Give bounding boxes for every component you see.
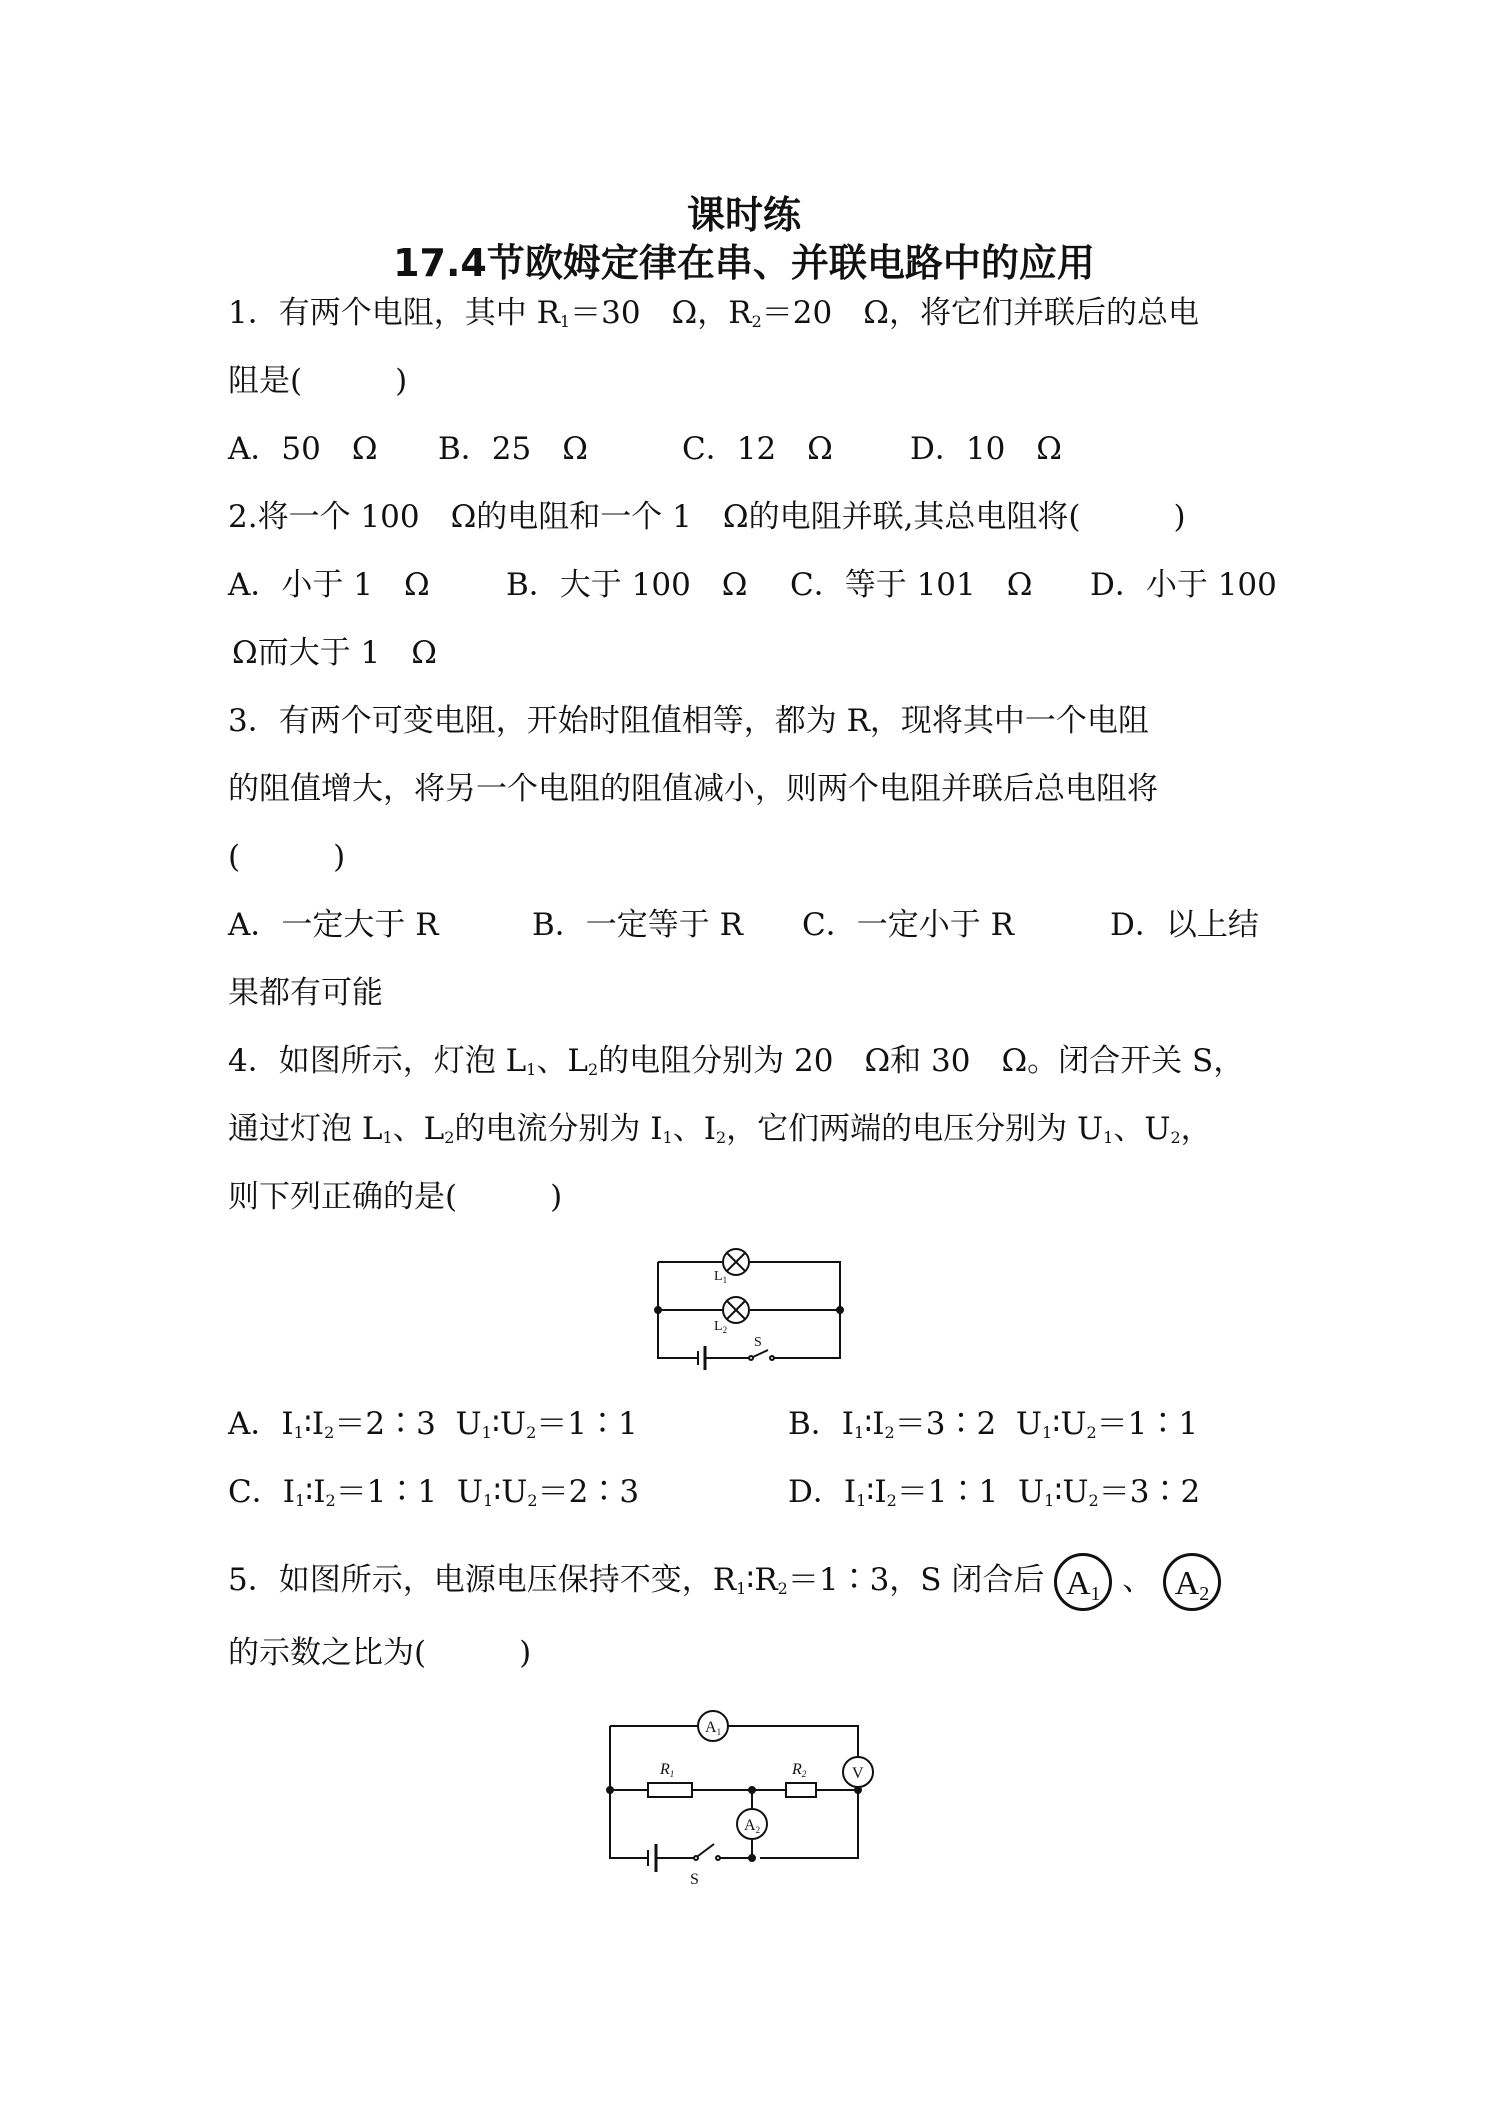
q4-option-a — [228, 1404, 638, 1453]
q3-line2: 的阻值增大，将另一个电阻的阻值减小，则两个电阻并联后总电阻将 — [228, 771, 1158, 807]
q4-d-colon1: ∶ — [866, 1474, 875, 1510]
q4-a-s1: 1 — [293, 1423, 304, 1442]
q4-l2-s5: 1 — [1103, 1128, 1114, 1147]
q4-d-s1: 1 — [856, 1491, 867, 1510]
q4-b-colon2: ∶ — [1052, 1406, 1061, 1442]
q4-l2-s3: 1 — [662, 1128, 673, 1147]
switch-symbol — [749, 1350, 774, 1360]
junction-2 — [749, 1787, 755, 1793]
label-s: S — [754, 1335, 762, 1350]
q4-a-colon2: ∶ — [491, 1406, 500, 1442]
q4-d-ru: ＝3∶2 — [1098, 1474, 1201, 1510]
q4-line1 — [228, 1041, 1244, 1090]
page-subtitle: 17.4节欧姆定律在串、并联电路中的应用 — [393, 241, 1095, 285]
q4-a-ri: ＝2∶3 — [334, 1406, 436, 1442]
ammeter-a2-icon — [1163, 1553, 1221, 1611]
q4-option-c — [228, 1472, 639, 1521]
resistor-r2 — [786, 1783, 816, 1797]
q3-option-a: A．一定大于 R — [228, 907, 439, 943]
q3-line5: 果都有可能 — [228, 975, 383, 1011]
a2-sub: 2 — [1199, 1582, 1210, 1605]
q4-b-s2: 2 — [884, 1423, 895, 1442]
q5-l1-s1: 1 — [736, 1579, 747, 1598]
q1-sub-1: 1 — [559, 312, 571, 331]
q4-a-u: U — [455, 1406, 482, 1442]
q5-l1-b: ∶R — [746, 1562, 778, 1598]
page-title: 课时练 — [686, 193, 801, 237]
junction-right — [837, 1307, 843, 1313]
label-a1: A1 — [705, 1719, 722, 1737]
junction-left — [655, 1307, 661, 1313]
q1-option-d: D．10 Ω — [910, 431, 1063, 467]
q4-l1-sub2: 2 — [587, 1060, 599, 1079]
q2-option-d: D．小于 100 — [1090, 567, 1277, 603]
q4-c-u: U — [456, 1474, 483, 1510]
q4-line3: 则下列正确的是( ) — [228, 1179, 563, 1215]
label-l2: $L_2$ — [714, 1319, 728, 1335]
q5-sep: 、 — [1122, 1562, 1154, 1598]
q3-option-b: B．一定等于 R — [532, 907, 743, 943]
q4-d-u2: U — [1062, 1474, 1089, 1510]
q4-c-u2: U — [501, 1474, 528, 1510]
q2-option-a: A．小于 1 Ω — [228, 567, 430, 603]
q1-option-b: B．25 Ω — [438, 431, 588, 467]
a1-letter: A — [1065, 1564, 1091, 1602]
q4-d-u: U — [1017, 1474, 1045, 1510]
q4-l2-d: 、I — [672, 1111, 716, 1147]
q2-line1: 2.将一个 100 Ω的电阻和一个 1 Ω的电阻并联,其总电阻将( ) — [228, 499, 1186, 535]
label-s: S — [690, 1871, 699, 1888]
q4-l1-a: 4．如图所示，灯泡 L — [228, 1043, 527, 1079]
label-v: V — [852, 1765, 864, 1782]
q4-b-ru: ＝1∶1 — [1096, 1406, 1199, 1442]
q4-c-s3: 1 — [483, 1491, 494, 1510]
q4-l2-s1: 1 — [382, 1128, 393, 1147]
q4-d-ri: ＝1∶1 — [896, 1474, 999, 1510]
q4-b-i: I — [841, 1406, 855, 1442]
q4-c-s1: 1 — [294, 1491, 306, 1510]
q4-l2-e: ，它们两端的电压分别为 U — [726, 1111, 1104, 1147]
q4-b-s4: 2 — [1086, 1423, 1097, 1442]
q4-a-i: I — [281, 1406, 294, 1442]
q4-c-s2: 2 — [325, 1491, 336, 1510]
q3-option-c: C．一定小于 R — [802, 907, 1014, 943]
lamp-l1 — [723, 1249, 749, 1275]
q4-c-colon2: ∶ — [493, 1474, 502, 1510]
q4-d-i2: I — [874, 1474, 887, 1510]
q4-l2-b: 、L — [392, 1111, 445, 1147]
q4-l2-a: 通过灯泡 L — [228, 1111, 383, 1147]
q2-line3: Ω而大于 1 Ω — [232, 635, 437, 671]
battery-symbol — [698, 1346, 750, 1370]
q4-d-s4: 2 — [1088, 1491, 1099, 1510]
q5-line2: 的示数之比为( ) — [228, 1635, 532, 1671]
q4-a-u2: U — [499, 1406, 527, 1442]
q1-text-a: 1．有两个电阻，其中 R — [228, 295, 560, 331]
q3-option-d: D．以上结 — [1110, 907, 1259, 943]
q4-a-letter: A． — [228, 1406, 282, 1442]
q2-option-b: B．大于 100 Ω — [506, 567, 748, 603]
q5-line1 — [228, 1545, 1221, 1624]
q1-text-c: ＝20 Ω，将它们并联后的总电 — [761, 295, 1199, 331]
q1-option-a: A．50 Ω — [228, 431, 378, 467]
resistor-r1 — [648, 1783, 692, 1797]
q4-c-s4: 2 — [527, 1491, 538, 1510]
q4-line2 — [228, 1109, 1212, 1158]
q4-l2-s2: 2 — [444, 1128, 455, 1147]
q1-option-c: C．12 Ω — [682, 431, 833, 467]
q4-l1-sub1: 1 — [526, 1060, 537, 1079]
q4-a-s3: 1 — [481, 1423, 492, 1442]
q4-l2-c: 的电流分别为 I — [454, 1111, 663, 1147]
q4-option-d — [788, 1472, 1200, 1521]
q4-c-i: I — [282, 1474, 295, 1510]
battery-symbol — [648, 1844, 694, 1872]
switch-symbol — [694, 1844, 752, 1860]
q4-b-colon1: ∶ — [864, 1406, 873, 1442]
q4-a-s4: 2 — [526, 1423, 537, 1442]
q4-b-u: U — [1015, 1406, 1043, 1442]
label-a2: A2 — [744, 1817, 761, 1835]
q5-l1-c: ＝1∶3，S 闭合后 — [787, 1562, 1045, 1598]
lamp-l2 — [723, 1297, 749, 1323]
q4-b-s1: 1 — [854, 1423, 865, 1442]
label-l1: $L_1$ — [714, 1269, 728, 1285]
q4-b-ri: ＝3∶2 — [894, 1406, 997, 1442]
ammeter-a1-icon — [1054, 1553, 1112, 1611]
q3-line3: ( ) — [228, 839, 346, 875]
q4-l1-b: 、L — [536, 1043, 588, 1079]
q4-a-ru: ＝1∶1 — [536, 1406, 638, 1442]
q4-d-i: I — [843, 1474, 857, 1510]
q4-b-i2: I — [872, 1406, 885, 1442]
q4-l1-c: 的电阻分别为 20 Ω和 30 Ω。闭合开关 S， — [598, 1043, 1245, 1079]
q4-c-i2: I — [313, 1474, 326, 1510]
q4-a-i2: I — [311, 1406, 325, 1442]
q5-circuit-diagram — [600, 1698, 890, 1888]
q4-d-letter: D． — [788, 1474, 844, 1510]
q5-l1-a: 5．如图所示，电源电压保持不变，R — [228, 1562, 737, 1598]
junction-1 — [607, 1787, 613, 1793]
q4-d-s2: 2 — [886, 1491, 897, 1510]
q4-a-s2: 2 — [324, 1423, 335, 1442]
q4-a-colon1: ∶ — [303, 1406, 312, 1442]
q2-option-c: C．等于 101 Ω — [790, 567, 1033, 603]
q4-b-s3: 1 — [1042, 1423, 1053, 1442]
q5-l1-s2: 2 — [777, 1579, 788, 1598]
q1-text-b: ＝30 Ω，R — [570, 295, 752, 331]
label-r2: R2 — [792, 1761, 807, 1779]
q4-b-u2: U — [1060, 1406, 1087, 1442]
q4-l2-s6: 2 — [1170, 1128, 1181, 1147]
q4-circuit-diagram — [650, 1248, 850, 1378]
q4-d-s3: 1 — [1044, 1491, 1055, 1510]
q4-l2-f: 、U — [1113, 1111, 1171, 1147]
q1-line1 — [228, 293, 1199, 342]
q3-line1: 3．有两个可变电阻，开始时阻值相等，都为 R，现将其中一个电阻 — [228, 703, 1149, 739]
q4-c-letter: C． — [228, 1474, 283, 1510]
q1-line2: 阻是( ) — [228, 363, 408, 399]
q4-d-colon2: ∶ — [1054, 1474, 1063, 1510]
q4-l2-s4: 2 — [715, 1128, 727, 1147]
q1-sub-2: 2 — [751, 312, 762, 331]
q4-b-letter: B． — [788, 1406, 842, 1442]
q4-option-b — [788, 1404, 1198, 1453]
q4-l2-g: ， — [1180, 1111, 1212, 1147]
q4-c-ru: ＝2∶3 — [537, 1474, 640, 1510]
q4-c-ri: ＝1∶1 — [335, 1474, 438, 1510]
q4-c-colon1: ∶ — [305, 1474, 314, 1510]
label-r1: R1 — [660, 1761, 675, 1779]
a2-letter: A — [1174, 1564, 1200, 1602]
a1-sub: 1 — [1090, 1582, 1101, 1605]
